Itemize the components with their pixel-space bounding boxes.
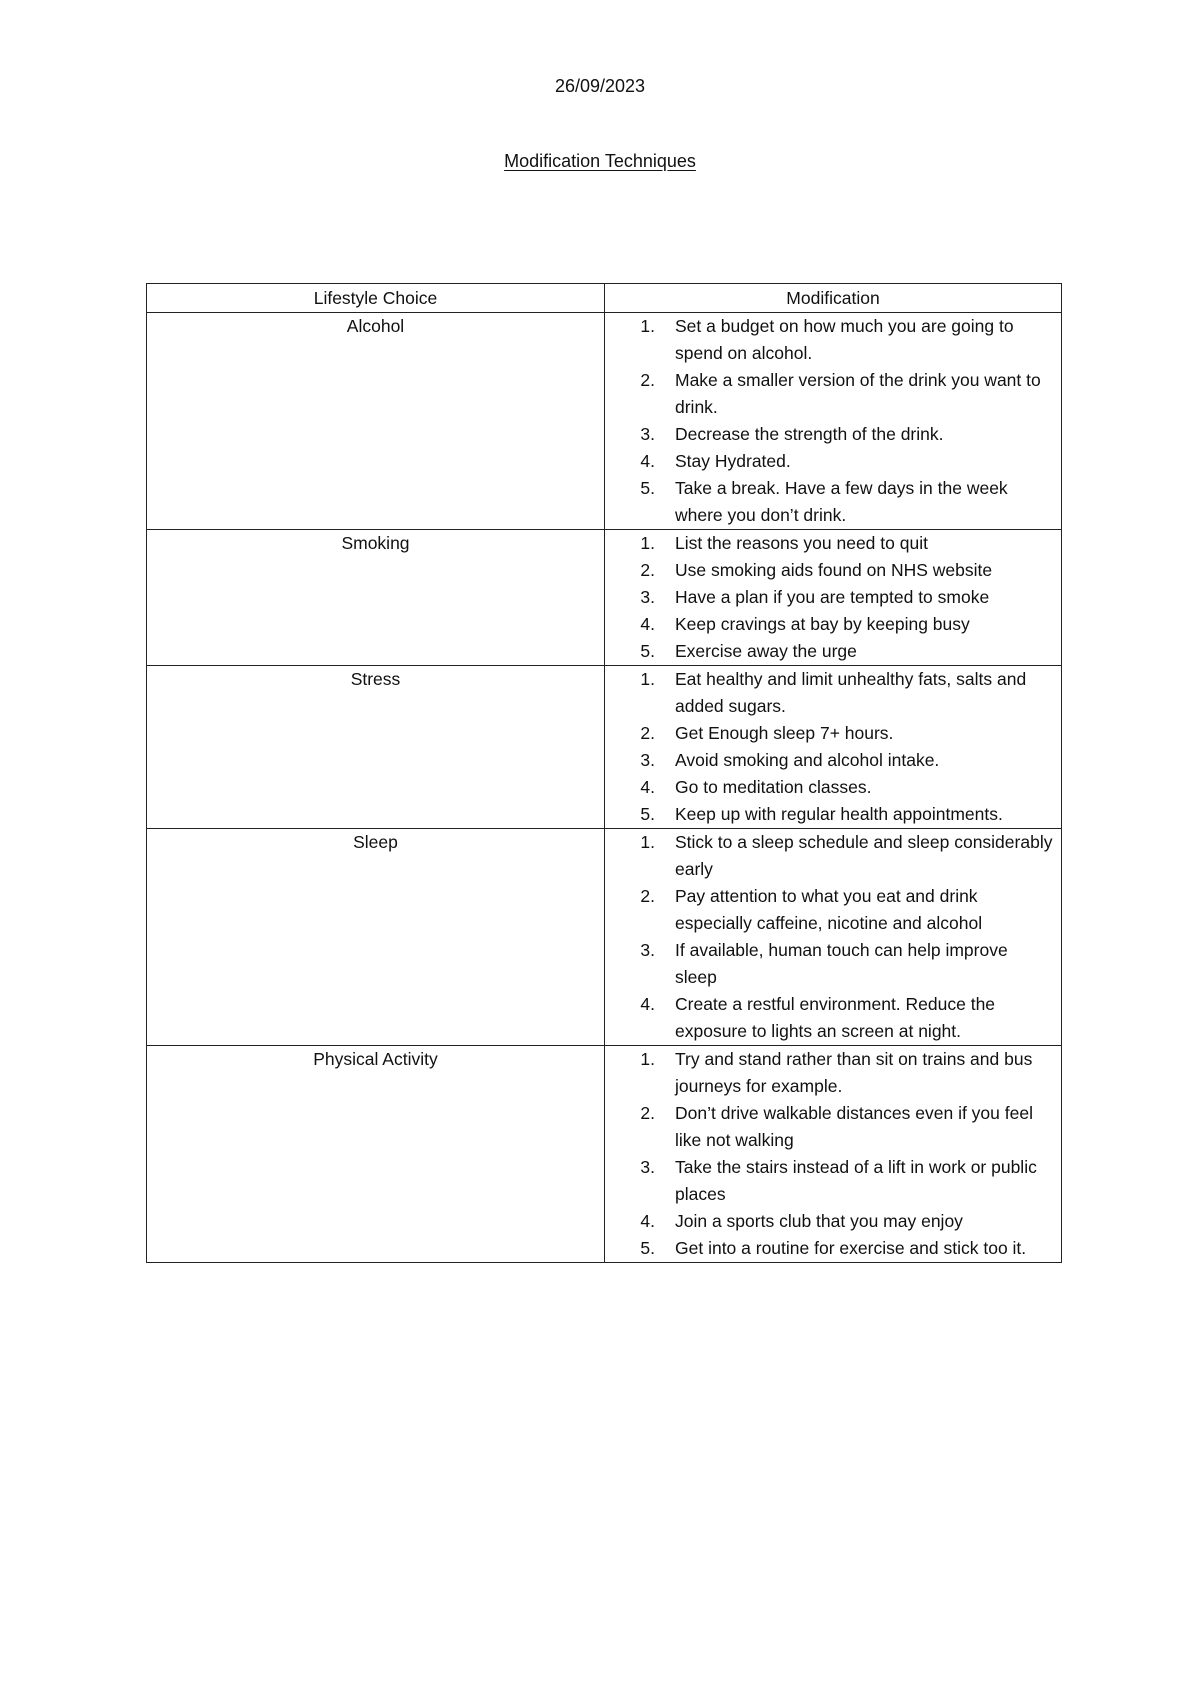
list-item-number: 2.: [640, 723, 655, 743]
list-item-text: Create a restful environment. Reduce the exposure to lights an screen at night.: [675, 994, 996, 1041]
header-modification: Modification: [605, 284, 1062, 313]
modification-list: [605, 666, 1061, 828]
list-item-text: Get Enough sleep 7+ hours.: [675, 723, 894, 743]
table-row: [147, 313, 1062, 530]
list-item-number: 1.: [640, 669, 655, 689]
modification-list: [605, 313, 1061, 529]
modification-table: [146, 283, 1062, 1263]
list-item-number: 5.: [640, 641, 655, 661]
list-item-number: 2.: [640, 370, 655, 390]
modification-cell: [605, 1046, 1062, 1263]
modification-cell: [605, 666, 1062, 829]
list-item-number: 1.: [640, 1049, 655, 1069]
list-item-text: Don’t drive walkable distances even if you feel like not walking: [675, 1103, 1033, 1150]
list-item-text: Go to meditation classes.: [675, 777, 872, 797]
list-item-text: Use smoking aids found on NHS website: [675, 560, 993, 580]
list-item: [605, 557, 1061, 584]
list-item-text: Have a plan if you are tempted to smoke: [675, 587, 990, 607]
list-item-text: List the reasons you need to quit: [675, 533, 928, 553]
list-item: [605, 747, 1061, 774]
header-lifestyle-choice: Lifestyle Choice: [147, 284, 605, 313]
list-item: [605, 774, 1061, 801]
list-item-number: 1.: [640, 533, 655, 553]
list-item-text: Eat healthy and limit unhealthy fats, salts and added sugars.: [675, 669, 1027, 716]
modification-cell: [605, 313, 1062, 530]
document-date: 26/09/2023: [554, 76, 646, 96]
modification-list: [605, 530, 1061, 665]
list-item-number: 4.: [640, 994, 655, 1014]
list-item-text: Take the stairs instead of a lift in work or public places: [675, 1157, 1037, 1204]
list-item-number: 2.: [640, 560, 655, 580]
list-item-number: 3.: [640, 750, 655, 770]
list-item: [605, 1208, 1061, 1235]
list-item: [605, 801, 1061, 828]
list-item-number: 4.: [640, 451, 655, 471]
list-item: [605, 638, 1061, 665]
list-item-number: 4.: [640, 777, 655, 797]
modification-list: [605, 829, 1061, 1045]
list-item-text: Join a sports club that you may enjoy: [675, 1211, 963, 1231]
modification-list: [605, 1046, 1061, 1262]
list-item-number: 2.: [640, 1103, 655, 1123]
list-item-text: Exercise away the urge: [675, 641, 857, 661]
list-item-number: 5.: [640, 804, 655, 824]
list-item-text: Keep cravings at bay by keeping busy: [675, 614, 970, 634]
lifestyle-choice-cell: Alcohol: [147, 313, 605, 530]
list-item: [605, 1046, 1061, 1100]
list-item-text: Set a budget on how much you are going to spend on alcohol.: [675, 316, 1014, 363]
list-item-text: Stick to a sleep schedule and sleep considerably early: [675, 832, 1053, 879]
lifestyle-choice-cell: Smoking: [147, 530, 605, 666]
list-item-text: Pay attention to what you eat and drink especially caffeine, nicotine and alcohol: [675, 886, 983, 933]
table-row: [147, 530, 1062, 666]
modification-cell: [605, 530, 1062, 666]
list-item: [605, 829, 1061, 883]
list-item: [605, 421, 1061, 448]
list-item: [605, 313, 1061, 367]
list-item-number: 3.: [640, 1157, 655, 1177]
list-item: [605, 475, 1061, 529]
table-header-row: [147, 284, 1062, 313]
table-row: [147, 666, 1062, 829]
list-item: [605, 1100, 1061, 1154]
list-item-number: 3.: [640, 587, 655, 607]
list-item-number: 1.: [640, 832, 655, 852]
list-item: [605, 584, 1061, 611]
list-item-text: Take a break. Have a few days in the week where you don’t drink.: [675, 478, 1008, 525]
table-row: [147, 829, 1062, 1046]
list-item: [605, 367, 1061, 421]
list-item: [605, 937, 1061, 991]
list-item-text: Avoid smoking and alcohol intake.: [675, 750, 940, 770]
document-title: [0, 149, 1200, 173]
list-item: [605, 1154, 1061, 1208]
list-item-number: 5.: [640, 478, 655, 498]
list-item: [605, 883, 1061, 937]
list-item-text: Stay Hydrated.: [675, 451, 791, 471]
list-item: [605, 991, 1061, 1045]
list-item: [605, 666, 1061, 720]
list-item-number: 5.: [640, 1238, 655, 1258]
lifestyle-choice-cell: Physical Activity: [147, 1046, 605, 1263]
list-item-text: Make a smaller version of the drink you want to drink.: [675, 370, 1041, 417]
list-item-text: Decrease the strength of the drink.: [675, 424, 944, 444]
list-item-number: 4.: [640, 614, 655, 634]
list-item-text: If available, human touch can help improve sleep: [675, 940, 1008, 987]
document-title-text: Modification Techniques: [504, 151, 696, 171]
list-item: [605, 611, 1061, 638]
list-item-number: 2.: [640, 886, 655, 906]
list-item: [605, 720, 1061, 747]
lifestyle-choice-cell: Sleep: [147, 829, 605, 1046]
list-item-text: Get into a routine for exercise and stick too it.: [675, 1238, 1027, 1258]
list-item-number: 4.: [640, 1211, 655, 1231]
modification-cell: [605, 829, 1062, 1046]
list-item-number: 3.: [640, 940, 655, 960]
lifestyle-choice-cell: Stress: [147, 666, 605, 829]
list-item-number: 1.: [640, 316, 655, 336]
table-body: [147, 313, 1062, 1263]
list-item: [605, 1235, 1061, 1262]
list-item: [605, 448, 1061, 475]
list-item-text: Keep up with regular health appointments.: [675, 804, 1003, 824]
table-row: [147, 1046, 1062, 1263]
list-item: [605, 530, 1061, 557]
list-item-text: Try and stand rather than sit on trains and bus journeys for example.: [675, 1049, 1033, 1096]
list-item-number: 3.: [640, 424, 655, 444]
